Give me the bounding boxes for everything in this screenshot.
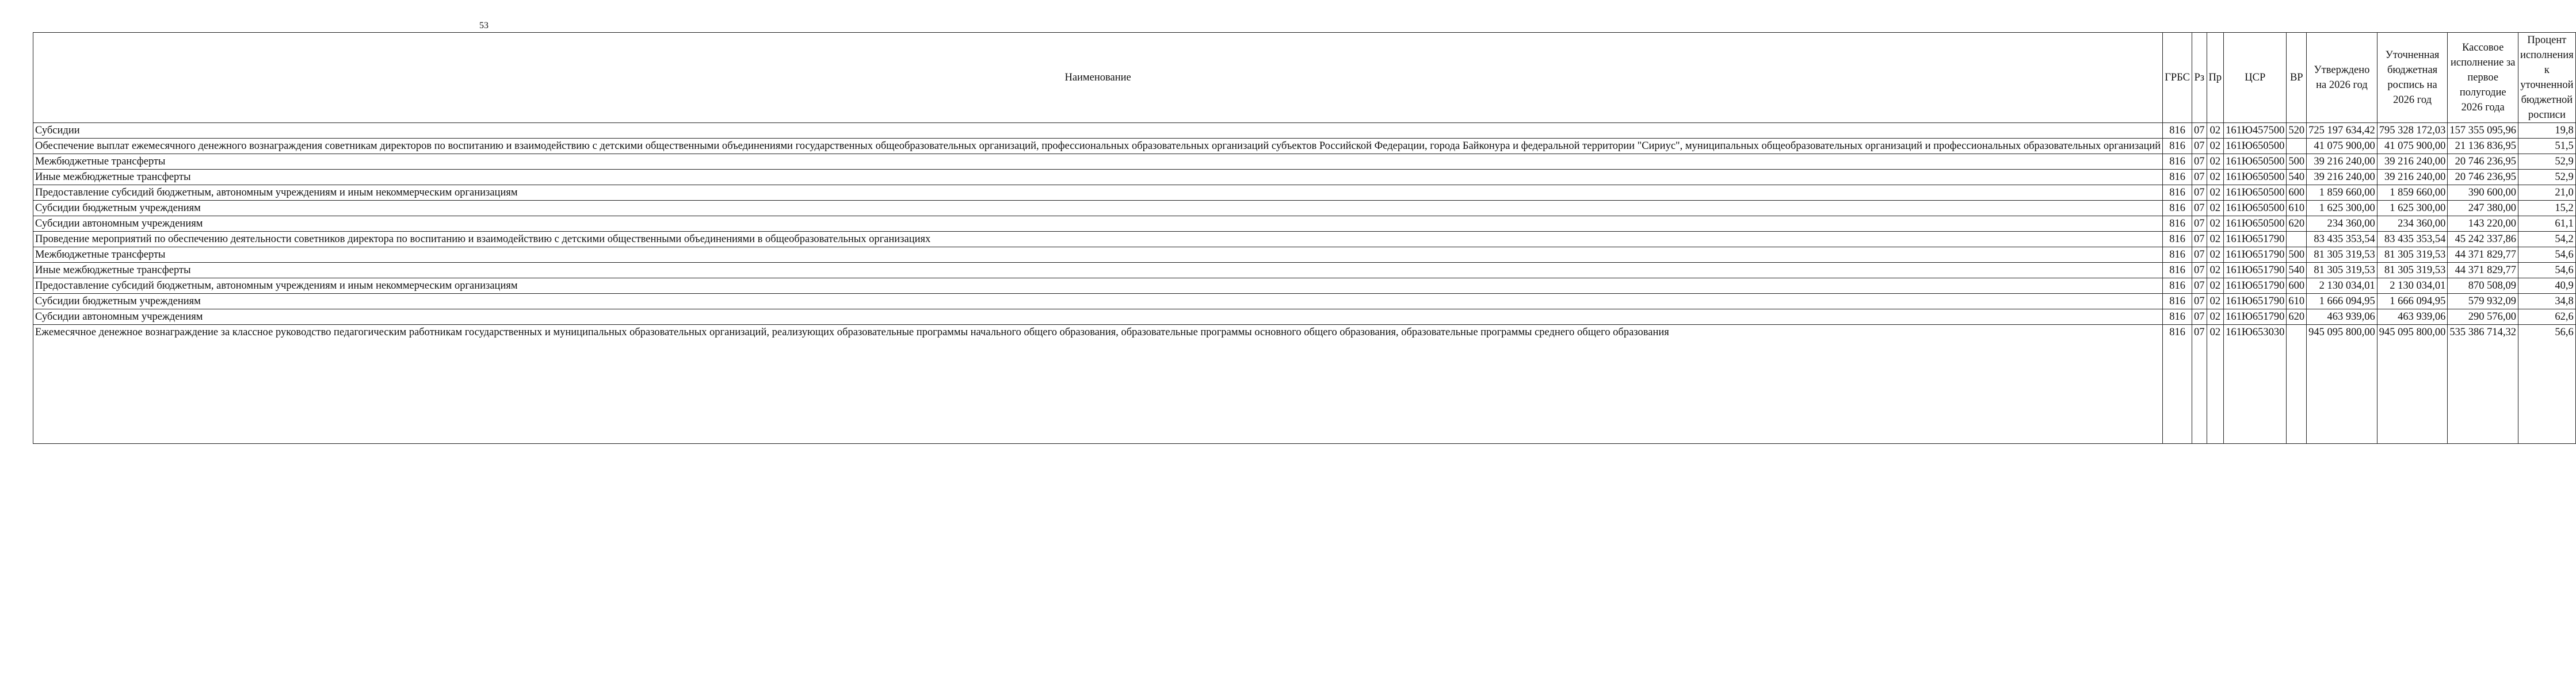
cell-name: Субсидии автономным учреждениям [33,309,2163,325]
cell-pr: 02 [2207,123,2224,139]
table-header [33,33,2576,123]
cell-pr: 02 [2207,263,2224,278]
cell-csr: 161Ю650500 [2224,216,2287,232]
cell-vr [2287,325,2307,444]
cell-csr: 161Ю651790 [2224,232,2287,247]
cell-vr: 600 [2287,278,2307,294]
cell-pr: 02 [2207,294,2224,309]
cell-name: Субсидии автономным учреждениям [33,216,2163,232]
cell-grbs: 816 [2163,232,2192,247]
cell-csr: 161Ю651790 [2224,263,2287,278]
cell-grbs: 816 [2163,123,2192,139]
cell-cash: 20 746 236,95 [2448,154,2518,170]
cell-cash: 870 508,09 [2448,278,2518,294]
cell-percent: 40,9 [2518,278,2576,294]
cell-refined: 83 435 353,54 [2377,232,2448,247]
cell-csr: 161Ю650500 [2224,170,2287,185]
cell-csr: 161Ю650500 [2224,201,2287,216]
cell-grbs: 816 [2163,170,2192,185]
cell-cash: 390 600,00 [2448,185,2518,201]
cell-name: Предоставление субсидий бюджетным, автономным учреждениям и иным некоммерческим организациям [33,185,2163,201]
cell-rz: 07 [2192,325,2207,444]
cell-rz: 07 [2192,263,2207,278]
cell-percent: 52,9 [2518,170,2576,185]
cell-refined: 795 328 172,03 [2377,123,2448,139]
header-percent: Процент исполнения к уточненной бюджетной росписи [2518,33,2576,123]
cell-grbs: 816 [2163,185,2192,201]
cell-refined: 945 095 800,00 [2377,325,2448,444]
cell-percent: 62,6 [2518,309,2576,325]
cell-pr: 02 [2207,170,2224,185]
cell-grbs: 816 [2163,154,2192,170]
table-row [33,139,2576,154]
table-row [33,263,2576,278]
cell-percent: 56,6 [2518,325,2576,444]
cell-grbs: 816 [2163,309,2192,325]
cell-refined: 39 216 240,00 [2377,170,2448,185]
cell-vr: 610 [2287,294,2307,309]
table-body [33,123,2576,444]
cell-name: Иные межбюджетные трансферты [33,263,2163,278]
cell-cash: 44 371 829,77 [2448,263,2518,278]
cell-name: Ежемесячное денежное вознаграждение за классное руководство педагогическим работникам государственных и муниципальных образовательных организаций, реализующих образовательные программы начального общего образования, образовательные программы основного общего образования, образовательные программы среднего общего образования [33,325,2163,444]
cell-rz: 07 [2192,139,2207,154]
cell-refined: 2 130 034,01 [2377,278,2448,294]
cell-grbs: 816 [2163,263,2192,278]
cell-rz: 07 [2192,232,2207,247]
cell-refined: 234 360,00 [2377,216,2448,232]
table-row [33,185,2576,201]
cell-name: Межбюджетные трансферты [33,247,2163,263]
cell-percent: 54,6 [2518,247,2576,263]
cell-grbs: 816 [2163,139,2192,154]
cell-vr: 610 [2287,201,2307,216]
cell-approved: 1 625 300,00 [2307,201,2377,216]
cell-rz: 07 [2192,309,2207,325]
cell-approved: 39 216 240,00 [2307,154,2377,170]
cell-rz: 07 [2192,185,2207,201]
table-row [33,325,2576,444]
cell-grbs: 816 [2163,216,2192,232]
cell-name: Субсидии [33,123,2163,139]
cell-cash: 143 220,00 [2448,216,2518,232]
cell-csr: 161Ю651790 [2224,309,2287,325]
cell-grbs: 816 [2163,278,2192,294]
header-name: Наименование [33,33,2163,123]
cell-csr: 161Ю653030 [2224,325,2287,444]
cell-approved: 2 130 034,01 [2307,278,2377,294]
cell-approved: 725 197 634,42 [2307,123,2377,139]
cell-percent: 61,1 [2518,216,2576,232]
cell-refined: 1 625 300,00 [2377,201,2448,216]
cell-pr: 02 [2207,325,2224,444]
budget-execution-table [33,32,2576,444]
cell-name: Иные межбюджетные трансферты [33,170,2163,185]
cell-cash: 21 136 836,95 [2448,139,2518,154]
header-approved: Утверждено на 2026 год [2307,33,2377,123]
cell-percent: 34,8 [2518,294,2576,309]
cell-pr: 02 [2207,185,2224,201]
cell-approved: 463 939,06 [2307,309,2377,325]
header-rz: Рз [2192,33,2207,123]
cell-pr: 02 [2207,247,2224,263]
cell-rz: 07 [2192,170,2207,185]
header-vr: ВР [2287,33,2307,123]
cell-vr [2287,139,2307,154]
table-row [33,294,2576,309]
cell-cash: 44 371 829,77 [2448,247,2518,263]
header-grbs: ГРБС [2163,33,2192,123]
header-csr: ЦСР [2224,33,2287,123]
table-row [33,232,2576,247]
cell-approved: 1 859 660,00 [2307,185,2377,201]
cell-vr: 600 [2287,185,2307,201]
cell-cash: 290 576,00 [2448,309,2518,325]
cell-percent: 19,8 [2518,123,2576,139]
cell-approved: 1 666 094,95 [2307,294,2377,309]
cell-grbs: 816 [2163,294,2192,309]
cell-percent: 21,0 [2518,185,2576,201]
cell-cash: 579 932,09 [2448,294,2518,309]
cell-grbs: 816 [2163,325,2192,444]
cell-grbs: 816 [2163,247,2192,263]
cell-vr: 500 [2287,247,2307,263]
cell-vr [2287,232,2307,247]
cell-pr: 02 [2207,139,2224,154]
cell-rz: 07 [2192,294,2207,309]
cell-rz: 07 [2192,278,2207,294]
cell-approved: 41 075 900,00 [2307,139,2377,154]
cell-pr: 02 [2207,232,2224,247]
cell-rz: 07 [2192,216,2207,232]
cell-rz: 07 [2192,201,2207,216]
cell-refined: 1 859 660,00 [2377,185,2448,201]
cell-vr: 540 [2287,170,2307,185]
table-row [33,154,2576,170]
cell-refined: 39 216 240,00 [2377,154,2448,170]
cell-csr: 161Ю457500 [2224,123,2287,139]
cell-percent: 54,2 [2518,232,2576,247]
table-row [33,309,2576,325]
cell-approved: 83 435 353,54 [2307,232,2377,247]
cell-name: Проведение мероприятий по обеспечению деятельности советников директора по воспитанию и взаимодействию с детскими общественными объединениями в общеобразовательных организациях [33,232,2163,247]
cell-cash: 247 380,00 [2448,201,2518,216]
table-row [33,123,2576,139]
cell-csr: 161Ю651790 [2224,278,2287,294]
header-cash: Кассовое исполнение за первое полугодие 2026 года [2448,33,2518,123]
cell-refined: 81 305 319,53 [2377,247,2448,263]
cell-percent: 51,5 [2518,139,2576,154]
cell-approved: 945 095 800,00 [2307,325,2377,444]
cell-csr: 161Ю650500 [2224,185,2287,201]
cell-approved: 39 216 240,00 [2307,170,2377,185]
table-row [33,247,2576,263]
cell-vr: 500 [2287,154,2307,170]
table-row [33,216,2576,232]
cell-name: Обеспечение выплат ежемесячного денежного вознаграждения советникам директоров по воспитанию и взаимодействию с детскими общественными объединениями государственных общеобразовательных организаций, профессиональных образовательных организаций субъектов Российской Федерации, города Байконура и федеральной территории "Сириус", муниципальных общеобразовательных организаций и профессиональных образовательных организаций [33,139,2163,154]
cell-vr: 520 [2287,123,2307,139]
cell-refined: 1 666 094,95 [2377,294,2448,309]
header-refined: Уточненная бюджетная роспись на 2026 год [2377,33,2448,123]
cell-name: Субсидии бюджетным учреждениям [33,294,2163,309]
page-number: 53 [479,21,489,30]
cell-pr: 02 [2207,201,2224,216]
cell-percent: 52,9 [2518,154,2576,170]
cell-cash: 20 746 236,95 [2448,170,2518,185]
cell-rz: 07 [2192,247,2207,263]
header-row [33,33,2576,123]
cell-pr: 02 [2207,309,2224,325]
cell-approved: 81 305 319,53 [2307,263,2377,278]
cell-approved: 81 305 319,53 [2307,247,2377,263]
cell-csr: 161Ю651790 [2224,294,2287,309]
cell-name: Предоставление субсидий бюджетным, автономным учреждениям и иным некоммерческим организациям [33,278,2163,294]
cell-vr: 540 [2287,263,2307,278]
cell-percent: 54,6 [2518,263,2576,278]
cell-name: Субсидии бюджетным учреждениям [33,201,2163,216]
cell-percent: 15,2 [2518,201,2576,216]
cell-pr: 02 [2207,216,2224,232]
cell-csr: 161Ю650500 [2224,139,2287,154]
cell-rz: 07 [2192,123,2207,139]
cell-csr: 161Ю650500 [2224,154,2287,170]
cell-pr: 02 [2207,278,2224,294]
cell-cash: 157 355 095,96 [2448,123,2518,139]
cell-grbs: 816 [2163,201,2192,216]
cell-name: Межбюджетные трансферты [33,154,2163,170]
cell-csr: 161Ю651790 [2224,247,2287,263]
cell-rz: 07 [2192,154,2207,170]
cell-cash: 535 386 714,32 [2448,325,2518,444]
cell-cash: 45 242 337,86 [2448,232,2518,247]
cell-refined: 41 075 900,00 [2377,139,2448,154]
cell-refined: 81 305 319,53 [2377,263,2448,278]
cell-vr: 620 [2287,216,2307,232]
cell-pr: 02 [2207,154,2224,170]
cell-refined: 463 939,06 [2377,309,2448,325]
table-row [33,201,2576,216]
header-pr: Пр [2207,33,2224,123]
table-row [33,278,2576,294]
table-row [33,170,2576,185]
cell-approved: 234 360,00 [2307,216,2377,232]
cell-vr: 620 [2287,309,2307,325]
